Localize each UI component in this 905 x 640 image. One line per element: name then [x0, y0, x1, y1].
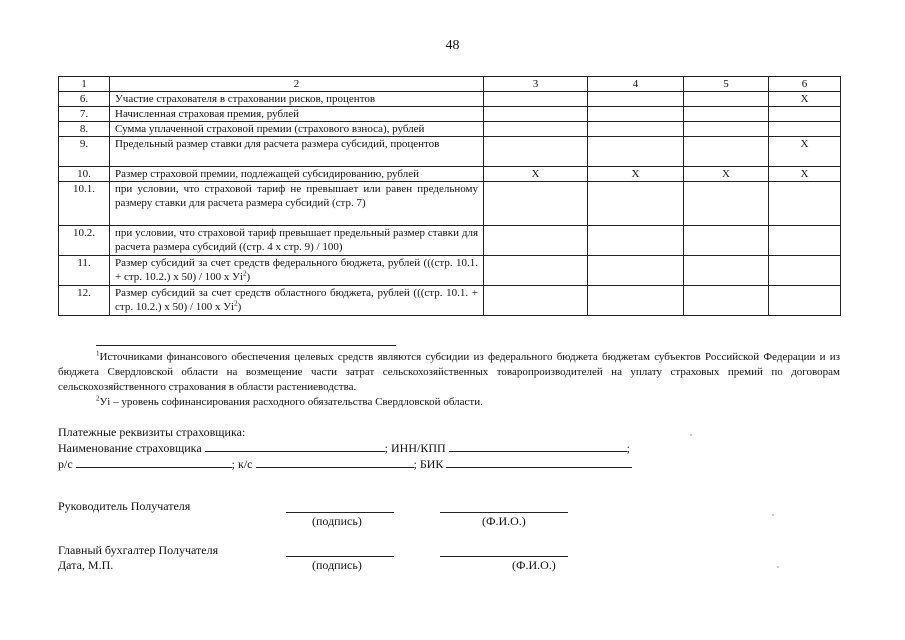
- signature-caption-2: (подпись): [312, 558, 362, 572]
- header-cell: 2: [110, 77, 484, 92]
- value-cell-c6: X: [769, 137, 841, 167]
- header-cell: 3: [484, 77, 588, 92]
- value-cell-c5: [684, 182, 769, 226]
- value-cell-c5: [684, 137, 769, 167]
- scan-speck: [690, 434, 692, 436]
- value-cell-c3: [484, 256, 588, 286]
- row-description: Сумма уплаченной страховой премии (страхового взноса), рублей: [115, 123, 425, 135]
- row-description: Начисленная страховая премия, рублей: [115, 108, 300, 120]
- row-description: Размер страховой премии, подлежащей субсидированию, рублей: [115, 168, 419, 180]
- value-cell-c6: [769, 226, 841, 256]
- value-cell-c5: [684, 107, 769, 122]
- value-cell-c6: [769, 107, 841, 122]
- footnote-separator: [96, 345, 396, 346]
- row-description-cell: [110, 256, 484, 286]
- bik-field[interactable]: [446, 456, 632, 468]
- inn-kpp-field[interactable]: [449, 440, 627, 452]
- row-description-tail: ): [237, 301, 242, 313]
- ks-field[interactable]: [256, 456, 414, 468]
- header-cell: 4: [588, 77, 684, 92]
- value-cell-c3: [484, 182, 588, 226]
- insurer-name-label: Наименование страховщика: [58, 441, 202, 455]
- accountant-label: Главный бухгалтер Получателя: [58, 543, 219, 557]
- row-number-cell: 10.2.: [59, 226, 110, 256]
- footnote-mark: 2: [96, 394, 100, 403]
- footnote-1: [58, 350, 840, 395]
- head-signature-line[interactable]: [286, 512, 394, 513]
- table-row: [59, 182, 841, 226]
- value-cell-c3: [484, 226, 588, 256]
- insurer-requisites: [58, 425, 848, 472]
- scan-speck: [772, 514, 774, 516]
- row-number-cell: 8.: [59, 122, 110, 137]
- value-cell-c4: X: [588, 167, 684, 182]
- row-number-cell: 11.: [59, 256, 110, 286]
- row-number-cell: 12.: [59, 286, 110, 316]
- rs-label: р/с: [58, 457, 73, 471]
- header-cell: 6: [769, 77, 841, 92]
- value-cell-c5: X: [684, 167, 769, 182]
- date-label: Дата, М.П.: [58, 558, 114, 572]
- insurer-name-field[interactable]: [205, 440, 385, 452]
- header-cell: 5: [684, 77, 769, 92]
- requisites-title: Платежные реквизиты страховщика:: [58, 425, 246, 439]
- row-description: при условии, что страховой тариф превышает предельный размер ставки для расчета размера субсидий ((стр. 4 х стр. 9) / 100): [115, 227, 478, 253]
- row-description-cell: [110, 286, 484, 316]
- row-number-cell: 9.: [59, 137, 110, 167]
- row-number-cell: 10.1.: [59, 182, 110, 226]
- row-description-cell: [110, 107, 484, 122]
- value-cell-c5: [684, 286, 769, 316]
- scan-speck: [777, 566, 779, 568]
- footnote-ref: 2: [243, 269, 247, 278]
- value-cell-c4: [588, 286, 684, 316]
- rs-field[interactable]: [76, 456, 232, 468]
- bank-details-row: [58, 456, 848, 472]
- accountant-signature-line[interactable]: [286, 556, 394, 557]
- footnotes: [58, 350, 840, 410]
- ks-label: ; к/с: [231, 457, 253, 471]
- head-label: Руководитель Получателя: [58, 499, 191, 513]
- value-cell-c5: [684, 122, 769, 137]
- value-cell-c5: [684, 256, 769, 286]
- row-description-cell: [110, 92, 484, 107]
- table-row: [59, 226, 841, 256]
- table-row: [59, 122, 841, 137]
- value-cell-c4: [588, 107, 684, 122]
- value-cell-c3: [484, 107, 588, 122]
- head-fio-line[interactable]: [440, 512, 568, 513]
- footnote-mark: 1: [96, 349, 100, 358]
- semicolon: ;: [626, 441, 631, 455]
- value-cell-c6: X: [769, 92, 841, 107]
- value-cell-c5: [684, 92, 769, 107]
- value-cell-c6: [769, 122, 841, 137]
- row-description: Размер субсидий за счет средств федерального бюджета, рублей (((стр. 10.1. + стр. 10.2.) х 50) / 100 х Уi: [115, 257, 478, 283]
- inn-kpp-label: ; ИНН/КПП: [384, 441, 446, 455]
- table-header-row: [59, 77, 841, 92]
- row-description: при условии, что страховой тариф не превышает или равен предельному размеру ставки для расчета размера субсидий (стр. 7): [115, 183, 478, 209]
- value-cell-c3: [484, 137, 588, 167]
- insurer-name-row: [58, 440, 848, 456]
- value-cell-c6: [769, 286, 841, 316]
- row-number-cell: 7.: [59, 107, 110, 122]
- accountant-fio-line[interactable]: [440, 556, 568, 557]
- value-cell-c4: [588, 182, 684, 226]
- value-cell-c6: X: [769, 167, 841, 182]
- value-cell-c6: [769, 182, 841, 226]
- table-row: [59, 137, 841, 167]
- row-description-cell: [110, 226, 484, 256]
- table-row: [59, 256, 841, 286]
- value-cell-c3: [484, 122, 588, 137]
- row-number-cell: 10.: [59, 167, 110, 182]
- header-cell: 1: [59, 77, 110, 92]
- table-row: [59, 286, 841, 316]
- fio-caption: (Ф.И.О.): [482, 514, 526, 528]
- table-row: [59, 167, 841, 182]
- report-table: [58, 76, 841, 316]
- value-cell-c4: [588, 226, 684, 256]
- value-cell-c4: [588, 137, 684, 167]
- value-cell-c4: [588, 256, 684, 286]
- row-description-cell: [110, 182, 484, 226]
- row-description: Предельный размер ставки для расчета размера субсидий, процентов: [115, 138, 440, 150]
- table-row: [59, 107, 841, 122]
- value-cell-c3: [484, 92, 588, 107]
- value-cell-c4: [588, 92, 684, 107]
- value-cell-c5: [684, 226, 769, 256]
- bik-label: ; БИК: [413, 457, 444, 471]
- fio-caption-2: (Ф.И.О.): [512, 558, 556, 572]
- row-description: Размер субсидий за счет средств областного бюджета, рублей (((стр. 10.1. + стр. 10.2.) х 50) / 100 х Уi: [115, 287, 478, 313]
- footnote-ref: 2: [234, 299, 238, 308]
- value-cell-c4: [588, 122, 684, 137]
- row-description-cell: [110, 122, 484, 137]
- row-description-cell: [110, 137, 484, 167]
- row-description-cell: [110, 167, 484, 182]
- signature-caption: (подпись): [312, 514, 362, 528]
- value-cell-c3: [484, 286, 588, 316]
- value-cell-c3: X: [484, 167, 588, 182]
- footnote-text: Источниками финансового обеспечения целевых средств являются субсидии из федерального бюджета бюджетам субъектов Российской Федерации и из бюджета Свердловской области на возмещение части затрат сельскохозяйственных товаропроизводителей на уплату страховых премий по договорам сельскохозяйственного страхования в области растениеводства.: [58, 351, 840, 393]
- footnote-text: Уi – уровень софинансирования расходного обязательства Свердловской области.: [99, 396, 483, 408]
- table-row: [59, 92, 841, 107]
- row-description-tail: ): [246, 271, 251, 283]
- page-number: 48: [445, 38, 460, 53]
- value-cell-c6: [769, 256, 841, 286]
- row-number-cell: 6.: [59, 92, 110, 107]
- footnote-2: [58, 395, 840, 410]
- row-description: Участие страхователя в страховании рисков, процентов: [115, 93, 376, 105]
